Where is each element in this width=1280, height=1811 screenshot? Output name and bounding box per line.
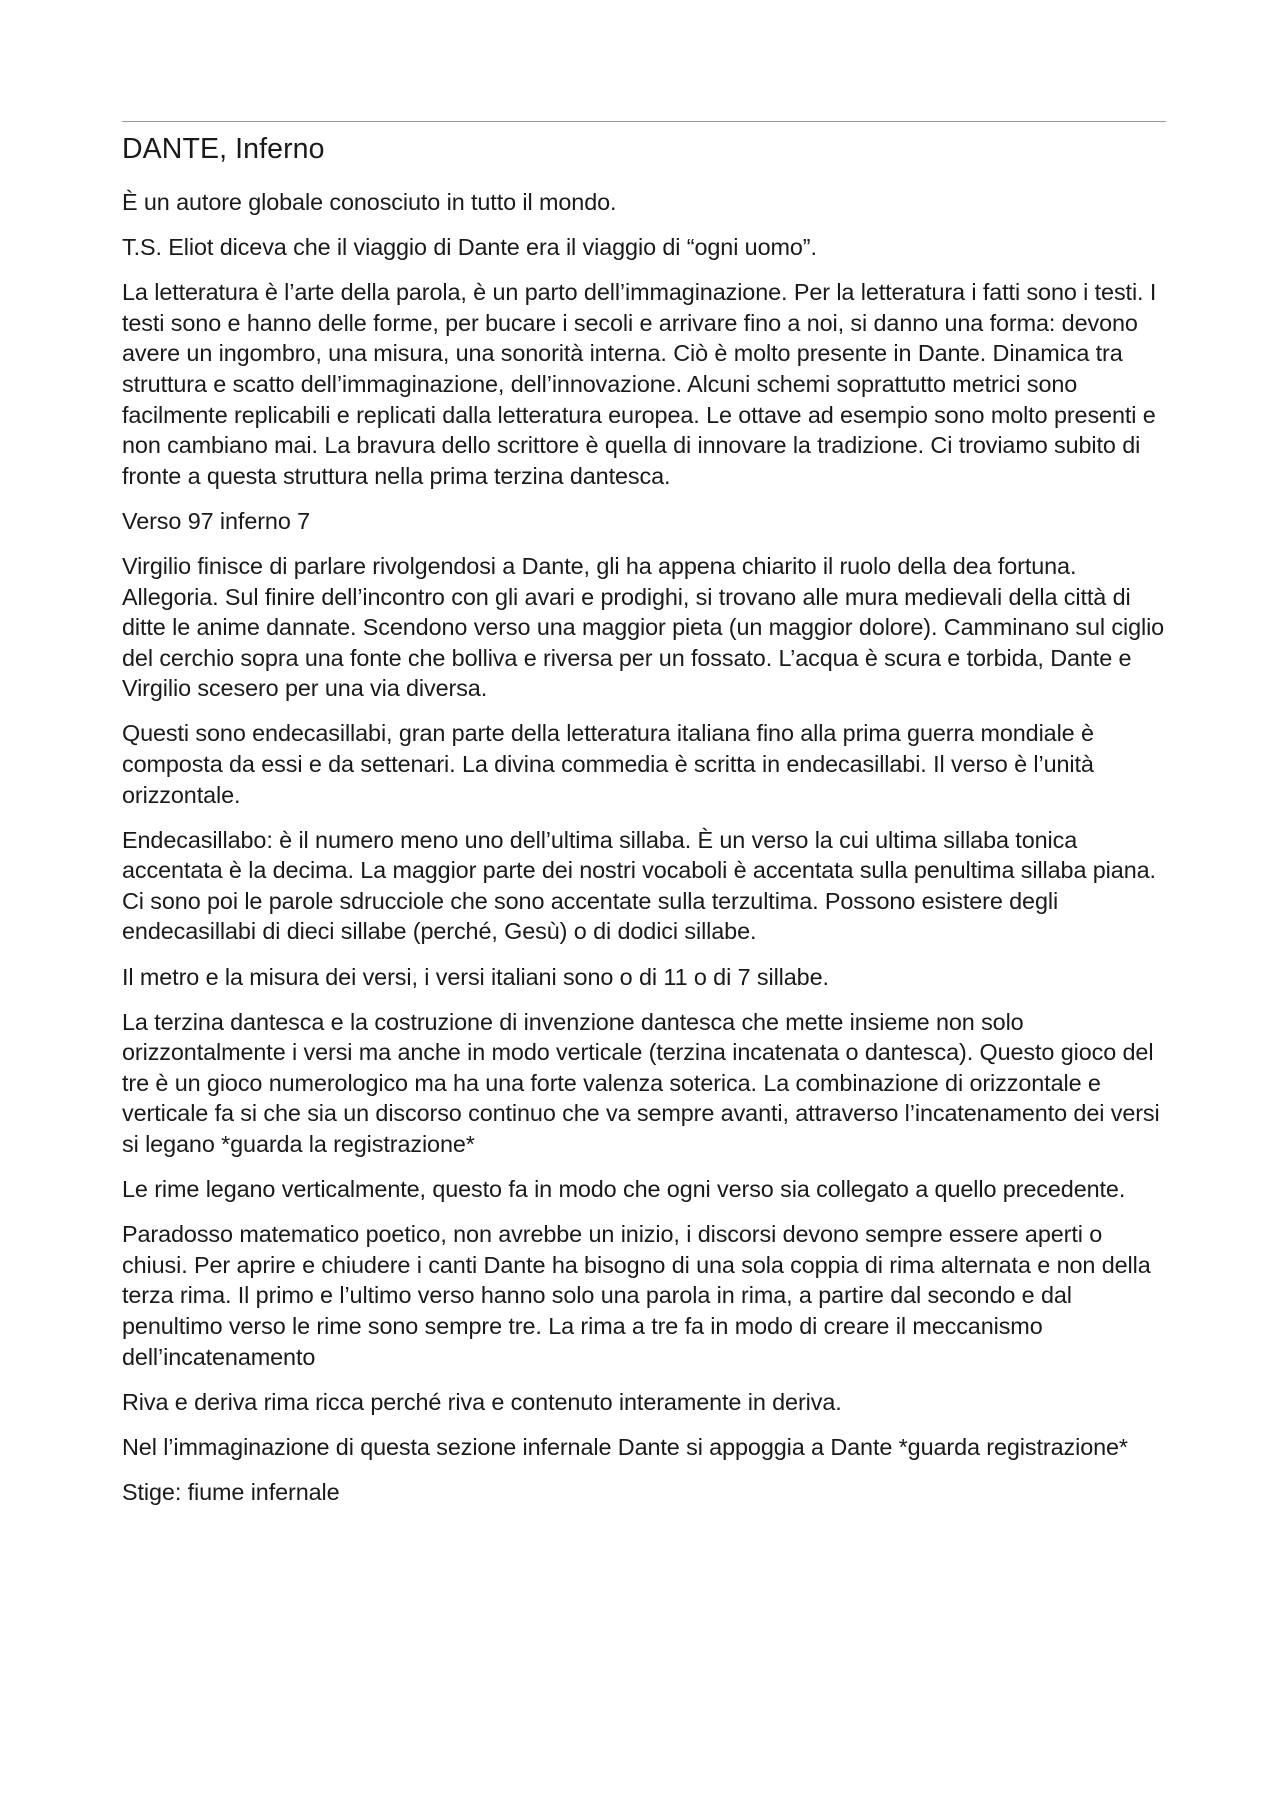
document-body [122,187,1166,1522]
paragraph: Le rime legano verticalmente, questo fa in modo che ogni verso sia collegato a quello precedente. [122,1176,1126,1203]
paragraph: T.S. Eliot diceva che il viaggio di Dante era il viaggio di “ogni uomo”. [122,234,817,261]
paragraph: Virgilio finisce di parlare rivolgendosi a Dante, gli ha appena chiarito il ruolo della dea fortuna. Allegoria. Sul finire dell’incontro con gli avari e prodighi, si trovano alle mura medievali della città di ditte le anime dannate. Scendono verso una maggior pieta (un maggior dolore). Camminano sul ciglio del cerchio sopra una fonte che bolliva e riversa per un fossato. L’acqua è scura e torbida, Dante e Virgilio scesero per una via diversa. [122,552,1165,702]
paragraph: Endecasillabo: è il numero meno uno dell’ultima sillaba. È un verso la cui ultima sillaba tonica accentata è la decima. La maggior parte dei nostri vocaboli è accentata sulla penultima sillaba piana. Ci sono poi le parole sdrucciole che sono accentate sulla terzultima. Possono esistere degli endecasillabi di dieci sillabe (perché, Gesù) o di dodici sillabe. [122,826,1156,945]
paragraph: Stige: fiume infernale [122,1478,340,1505]
header-divider [122,121,1166,122]
document-title: DANTE, Inferno [122,133,325,165]
paragraph: Verso 97 inferno 7 [122,507,311,534]
paragraph: Questi sono endecasillabi, gran parte della letteratura italiana fino alla prima guerra mondiale è composta da essi e da settenari. La divina commedia è scritta in endecasillabi. Il verso è l’unità orizzontale. [122,720,1094,808]
paragraph: La letteratura è l’arte della parola, è un parto dell’immaginazione. Per la letteratura i fatti sono i testi. I testi sono e hanno delle forme, per bucare i secoli e arrivare fino a noi, si danno una forma: devono avere un ingombro, una misura, una sonorità interna. Ciò è molto presente in Dante. Dinamica tra struttura e scatto dell’immaginazione, dell’innovazione. Alcuni schemi soprattutto metrici sono facilmente replicabili e replicati dalla letteratura europea. Le ottave ad esempio sono molto presenti e non cambiano mai. La bravura dello scrittore è quella di innovare la tradizione. Ci troviamo subito di fronte a questa struttura nella prima terzina dantesca. [122,279,1157,489]
paragraph: Paradosso matematico poetico, non avrebbe un inizio, i discorsi devono sempre essere aperti o chiusi. Per aprire e chiudere i canti Dante ha bisogno di una sola coppia di rima alternata e non della terza rima. Il primo e l’ultimo verso hanno solo una parola in rima, a partire dal secondo e dal penultimo verso le rime sono sempre tre. La rima a tre fa in modo di creare il meccanismo dell’incatenamento [122,1221,1151,1370]
paragraph: Il metro e la misura dei versi, i versi italiani sono o di 11 o di 7 sillabe. [122,963,829,990]
paragraph: Riva e deriva rima ricca perché riva e contenuto interamente in deriva. [122,1388,842,1415]
paragraph: La terzina dantesca e la costruzione di invenzione dantesca che mette insieme non solo orizzontalmente i versi ma anche in modo verticale (terzina incatenata o dantesca). Questo gioco del tre è un gioco numerologico ma ha una forte valenza soterica. La combinazione di orizzontale e verticale fa si che sia un discorso continuo che va sempre avanti, attraverso l’incatenamento dei versi si legano *guarda la registrazione* [122,1008,1160,1158]
paragraph: Nel l’immaginazione di questa sezione infernale Dante si appoggia a Dante *guarda registrazione* [122,1433,1128,1460]
paragraph: È un autore globale conosciuto in tutto il mondo. [122,189,617,215]
